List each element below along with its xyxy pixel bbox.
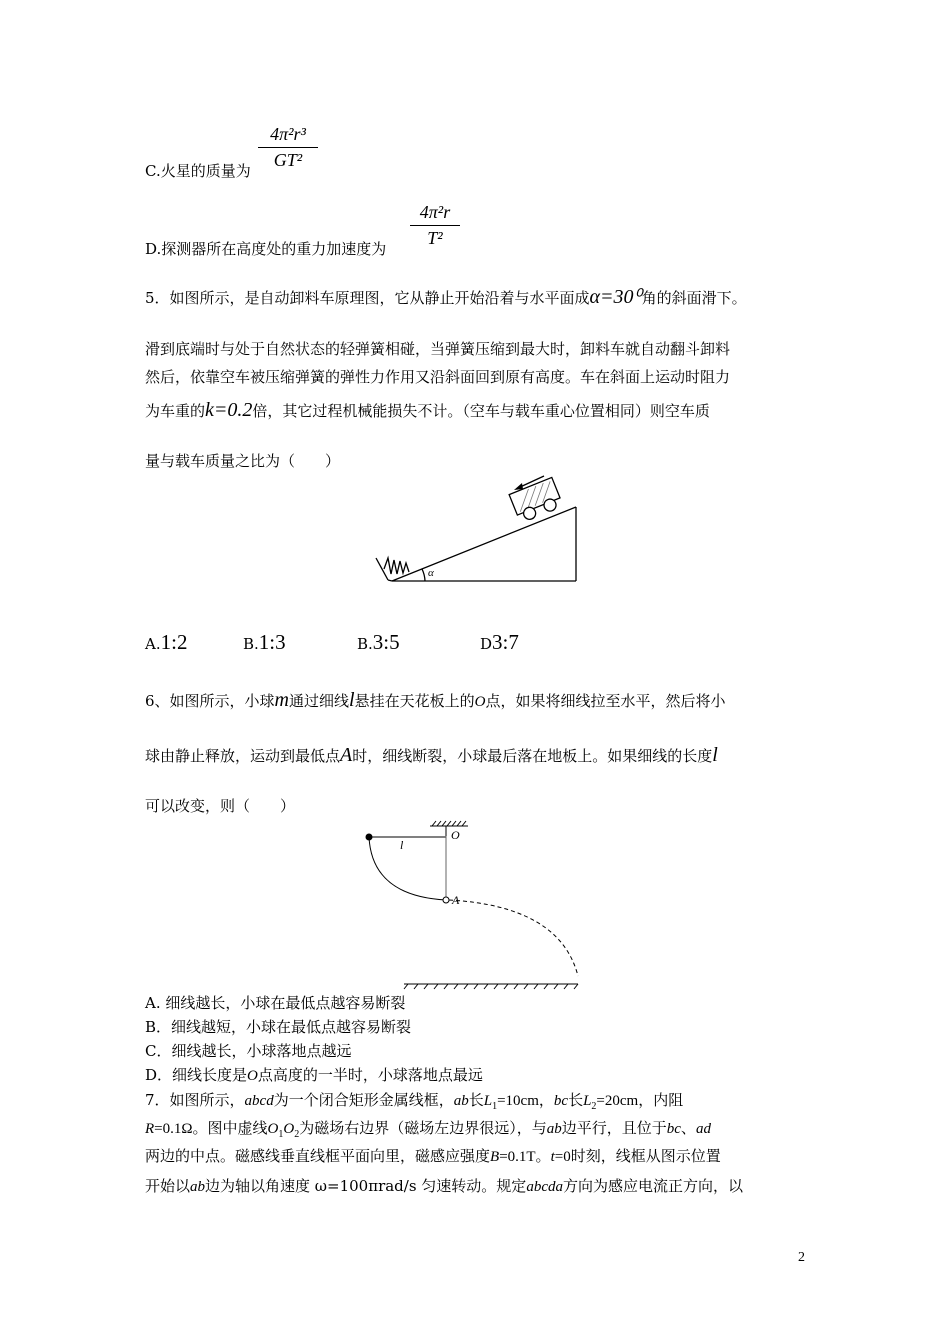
q7-line-1-e: 长 bbox=[568, 1091, 584, 1109]
q6-line-2 bbox=[145, 745, 718, 766]
q6-fig-l-label: l bbox=[400, 838, 404, 852]
q7-bc: bc bbox=[553, 1093, 569, 1109]
q6-option-a bbox=[145, 993, 405, 1013]
q7-ad: ad bbox=[695, 1121, 711, 1137]
q7-line-2 bbox=[145, 1118, 711, 1145]
q5-option-a-value: 1:2 bbox=[160, 630, 188, 654]
q5-line-1 bbox=[145, 287, 747, 308]
q5-option-a bbox=[145, 630, 187, 655]
q6-option-b-text: B．细线越短，小球在最低点越容易断裂 bbox=[145, 1018, 412, 1036]
q7-o1: O bbox=[267, 1121, 279, 1137]
q7-l1-sub: 1 bbox=[492, 1101, 498, 1112]
q7-abcda: abcda bbox=[526, 1179, 563, 1195]
q6-l-2: l bbox=[712, 744, 718, 766]
q4-option-c-denominator: GT² bbox=[273, 150, 303, 170]
q6-option-b bbox=[145, 1017, 411, 1037]
q5-option-d bbox=[480, 630, 519, 655]
q7-line-4 bbox=[145, 1176, 743, 1197]
q7-t: t bbox=[550, 1149, 555, 1165]
q7-l2-sub: 2 bbox=[591, 1101, 597, 1112]
q4-option-d-numerator: 4π²r bbox=[419, 202, 451, 222]
q7-line-1-c: 长 bbox=[468, 1091, 484, 1109]
q7-b: B bbox=[490, 1149, 500, 1165]
q6-line-1-text-d: 点，如果将细线拉至水平，然后将小 bbox=[485, 692, 726, 710]
q6-a: A bbox=[340, 744, 353, 766]
q6-line-3 bbox=[145, 796, 295, 816]
q5-line-4-text-a: 为车重的 bbox=[145, 402, 206, 420]
q6-option-c bbox=[145, 1041, 351, 1061]
q7-line-1-f: =20cm，内阻 bbox=[596, 1093, 684, 1109]
q5-line-5 bbox=[145, 451, 340, 471]
q4-option-d-denominator: T² bbox=[427, 228, 443, 248]
q7-ab-3: ab bbox=[190, 1179, 206, 1195]
q6-o: O bbox=[474, 694, 486, 710]
q5-line-3 bbox=[145, 367, 730, 387]
q7-l1: L bbox=[483, 1093, 493, 1109]
q5-option-a-prefix: A. bbox=[145, 635, 161, 653]
q5-fig-alpha: α bbox=[428, 567, 434, 579]
q6-line-1-text-c: 悬挂在天花板上的 bbox=[354, 692, 475, 710]
q7-line-3-a: 两边的中点。磁感线垂直线框平面向里，磁感应强度 bbox=[145, 1147, 491, 1165]
q6-line-3-text: 可以改变，则（ ） bbox=[145, 797, 296, 815]
q6-option-d-text-b: 点高度的一半时，小球落地点最远 bbox=[257, 1066, 483, 1084]
q7-line-2-a: =0.1Ω。图中虚线 bbox=[154, 1121, 268, 1137]
q7-ab-2: ab bbox=[546, 1121, 562, 1137]
q4-option-c-formula bbox=[258, 124, 318, 171]
q7-abcd: abcd bbox=[244, 1093, 274, 1109]
q7-line-1 bbox=[145, 1090, 683, 1117]
q6-line-1-text-b: 通过细线 bbox=[289, 692, 350, 710]
q7-r: R bbox=[145, 1121, 155, 1137]
q4-option-c bbox=[145, 161, 251, 181]
q5-line-2 bbox=[145, 339, 730, 359]
ball-start-icon bbox=[366, 834, 373, 841]
q6-option-a-text: A. 细线越长，小球在最低点越容易断裂 bbox=[145, 994, 406, 1012]
q5-k-value: k=0.2 bbox=[205, 399, 253, 421]
q6-fig-o-label: O bbox=[451, 828, 460, 842]
q6-pendulum-figure bbox=[360, 818, 590, 993]
q7-o1-sub: 1 bbox=[278, 1129, 284, 1140]
q7-line-2-b: 为磁场右边界（磁场左边界很远），与 bbox=[299, 1119, 547, 1137]
q7-line-3-c: =0时刻，线框从图示位置 bbox=[554, 1149, 721, 1165]
q7-line-3-b: =0.1T。 bbox=[499, 1149, 551, 1165]
q4-option-d-text: D.探测器所在高度处的重力加速度为 bbox=[145, 240, 387, 258]
q5-option-c-prefix: B. bbox=[357, 635, 373, 653]
q6-option-c-text: C．细线越长，小球落地点越远 bbox=[145, 1042, 352, 1060]
q4-option-d bbox=[145, 239, 386, 259]
q5-option-d-value: 3:7 bbox=[492, 630, 519, 654]
q7-line-2-c: 边平行，且位于 bbox=[561, 1119, 667, 1137]
q6-fig-a-label: A bbox=[452, 893, 460, 907]
q7-line-2-d: 、 bbox=[680, 1119, 696, 1137]
q7-o2: O bbox=[283, 1121, 295, 1137]
q7-line-4-a: 开始以 bbox=[145, 1177, 191, 1195]
q7-line-1-b: 为一个闭合矩形金属线框， bbox=[273, 1091, 454, 1109]
q4-option-c-text: C.火星的质量为 bbox=[145, 162, 251, 180]
q5-line-2-text: 滑到底端时与处于自然状态的轻弹簧相碰，当弹簧压缩到最大时，卸料车就自动翻斗卸料 bbox=[145, 340, 731, 358]
q6-line-2-text-b: 时，细线断裂，小球最后落在地板上。如果细线的长度 bbox=[352, 747, 713, 765]
q5-line-4 bbox=[145, 400, 710, 421]
q5-line-3-text: 然后，依靠空车被压缩弹簧的弹性力作用又沿斜面回到原有高度。车在斜面上运动时阻力 bbox=[145, 368, 731, 386]
q5-line-1-text-b: 角的斜面滑下。 bbox=[641, 289, 747, 307]
q6-line-1 bbox=[145, 690, 725, 712]
q6-m: m bbox=[274, 689, 289, 711]
q7-l2: L bbox=[583, 1093, 592, 1109]
q6-line-2-text-a: 球由静止释放，运动到最低点 bbox=[145, 747, 341, 765]
q5-line-5-text: 量与载车质量之比为（ ） bbox=[145, 452, 341, 470]
q5-option-b bbox=[243, 630, 286, 655]
page-number: 2 bbox=[798, 1250, 805, 1265]
q6-l: l bbox=[349, 689, 355, 711]
q7-line-4-b: 边为轴以角速度 ω=100πrad/s 匀速转动。规定 bbox=[205, 1177, 527, 1195]
cart-icon bbox=[509, 477, 563, 523]
q5-option-d-prefix: D bbox=[480, 635, 493, 653]
q5-incline-figure bbox=[370, 470, 610, 600]
ball-bottom-icon bbox=[443, 897, 449, 903]
q7-line-1-d: =10cm， bbox=[497, 1093, 554, 1109]
q5-option-c-value: 3:5 bbox=[372, 630, 400, 654]
q5-angle: α=30⁰ bbox=[589, 286, 642, 308]
q7-line-4-c: 方向为感应电流正方向，以 bbox=[562, 1177, 743, 1195]
q7-ab: ab bbox=[453, 1093, 469, 1109]
q6-option-d-text-a: D．细线长度是 bbox=[145, 1066, 248, 1084]
q5-option-b-value: 1:3 bbox=[258, 630, 286, 654]
q7-line-3 bbox=[145, 1146, 721, 1167]
q5-option-b-prefix: B. bbox=[243, 635, 259, 653]
q6-line-1-text-a: 6、如图所示，小球 bbox=[145, 692, 275, 710]
q4-option-d-formula bbox=[410, 202, 460, 249]
q7-line-1-a: 7．如图所示， bbox=[145, 1091, 245, 1109]
q7-bc-2: bc bbox=[666, 1121, 681, 1137]
q5-option-c bbox=[357, 630, 400, 655]
q5-line-4-text-b: 倍，其它过程机械能损失不计。（空车与载车重心位置相同）则空车质 bbox=[252, 402, 710, 420]
q6-option-d-o: O bbox=[247, 1068, 258, 1084]
q4-option-c-numerator: 4π²r³ bbox=[270, 124, 306, 144]
q7-o2-sub: 2 bbox=[294, 1129, 300, 1140]
q6-option-d bbox=[145, 1065, 483, 1086]
q5-line-1-text-a: 5．如图所示，是自动卸料车原理图，它从静止开始沿着与水平面成 bbox=[145, 289, 590, 307]
